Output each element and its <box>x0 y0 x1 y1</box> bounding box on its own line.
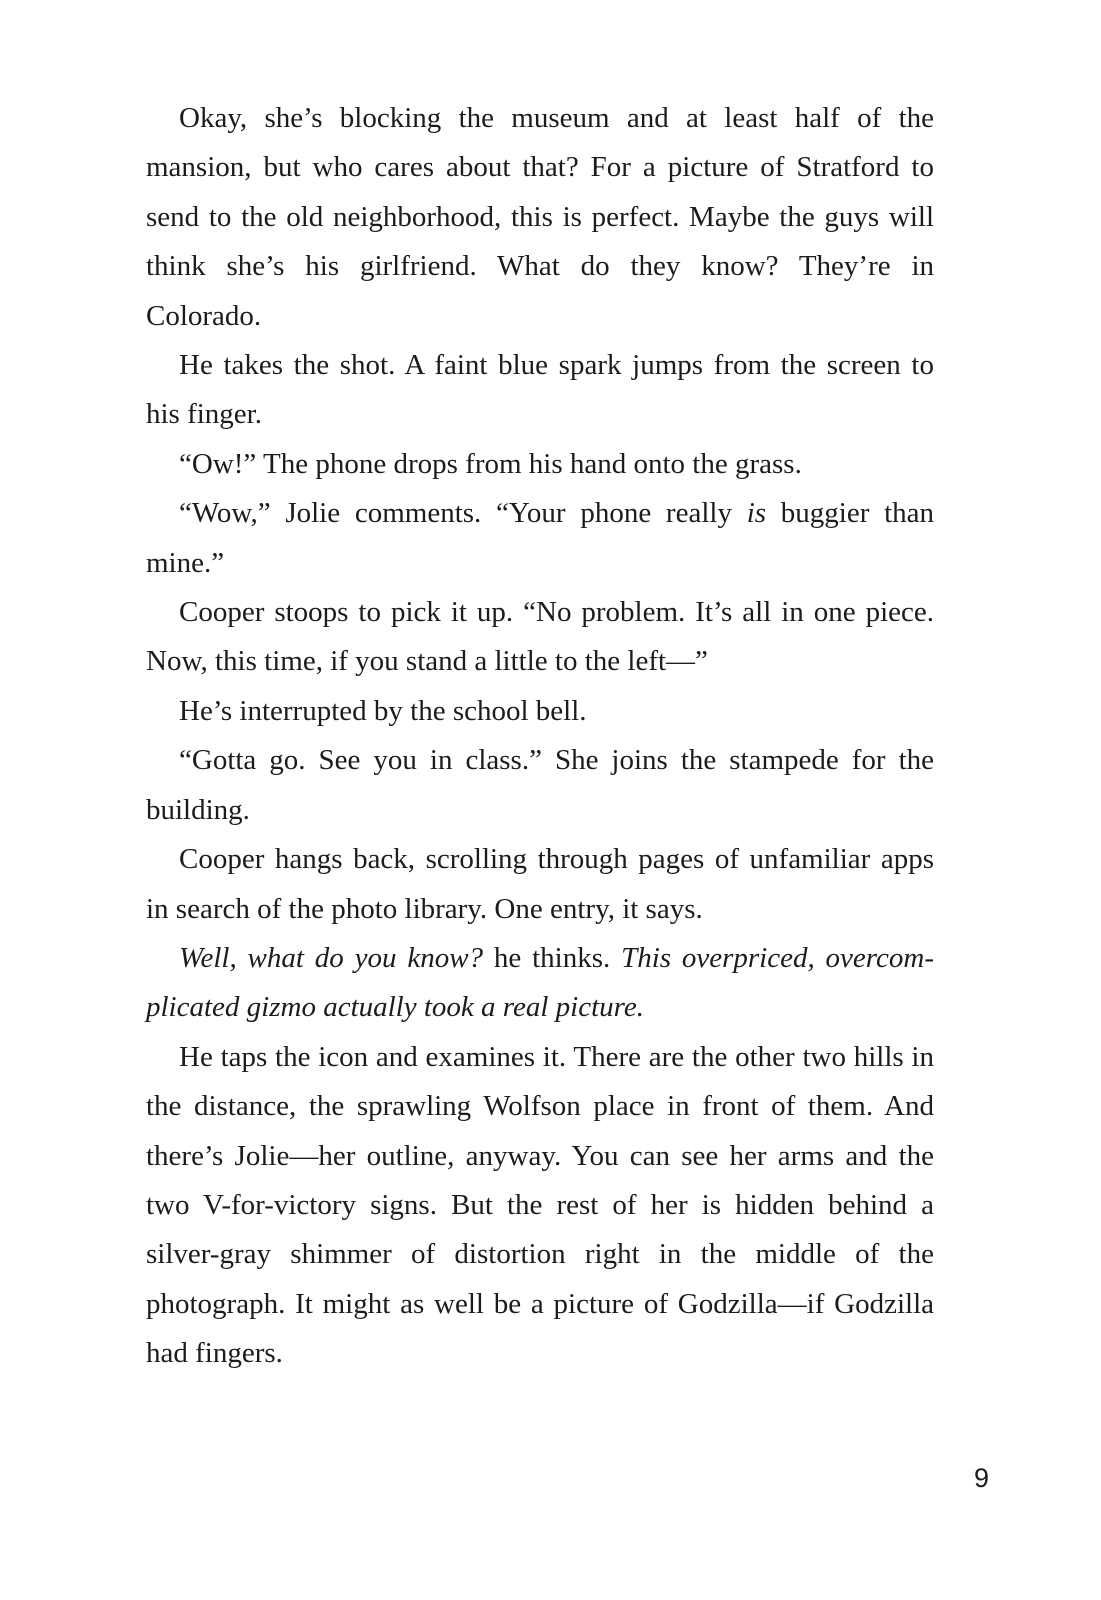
paragraph <box>146 934 934 1033</box>
text-run: Cooper hangs back, scrolling through pages of unfamiliar apps in search of the photo library. One entry, it says. <box>146 843 934 925</box>
text-run: He takes the shot. A faint blue spark jumps from the screen to his finger. <box>146 349 934 431</box>
paragraph <box>146 588 934 687</box>
paragraph <box>146 835 934 934</box>
paragraph <box>146 1033 934 1379</box>
italic-text-run: This overpriced, overcomplicated gizmo actually took a real picture. <box>146 941 934 1024</box>
page-number: 9 <box>973 1463 989 1493</box>
paragraph <box>146 440 934 489</box>
text-run: he thinks. <box>483 941 622 974</box>
paragraph <box>146 341 934 440</box>
page-body-text <box>146 94 934 1379</box>
text-run: “Ow!” The phone drops from his hand onto the grass. <box>179 447 802 480</box>
text-run: Okay, she’s blocking the museum and at least half of the mansion, but who cares about that? For a picture of Stratford to send to the old neighborhood, this is perfect. Maybe the guys will think she’s his girlfriend. What do they know? They’re in Colorado. <box>146 102 934 332</box>
text-run: “Wow,” Jolie comments. “Your phone really <box>179 497 747 530</box>
paragraph <box>146 736 934 835</box>
text-run: buggier than mine.” <box>146 497 935 579</box>
italic-text-run: Well, what do you know? <box>179 941 484 974</box>
text-run: He’s interrupted by the school bell. <box>179 694 587 727</box>
text-run: He taps the icon and examines it. There are the other two hills in the distance, the sprawling Wolfson place in front of them. And there’s Jolie—her outline, anyway. You can see her arms and the two V-for-victory signs. But the rest of her is hidden behind a silver-gray shimmer of distortion right in the middle of the photograph. It might as well be a picture of Godzilla—if Godzilla had fingers. <box>146 1040 934 1370</box>
paragraph <box>146 687 934 736</box>
paragraph <box>146 94 934 341</box>
text-run: “Gotta go. See you in class.” She joins the stampede for the building. <box>146 744 934 826</box>
paragraph <box>146 489 934 588</box>
text-run: Cooper stoops to pick it up. “No problem. It’s all in one piece. Now, this time, if you stand a little to the left—” <box>146 596 934 678</box>
italic-text-run: is <box>746 497 767 530</box>
